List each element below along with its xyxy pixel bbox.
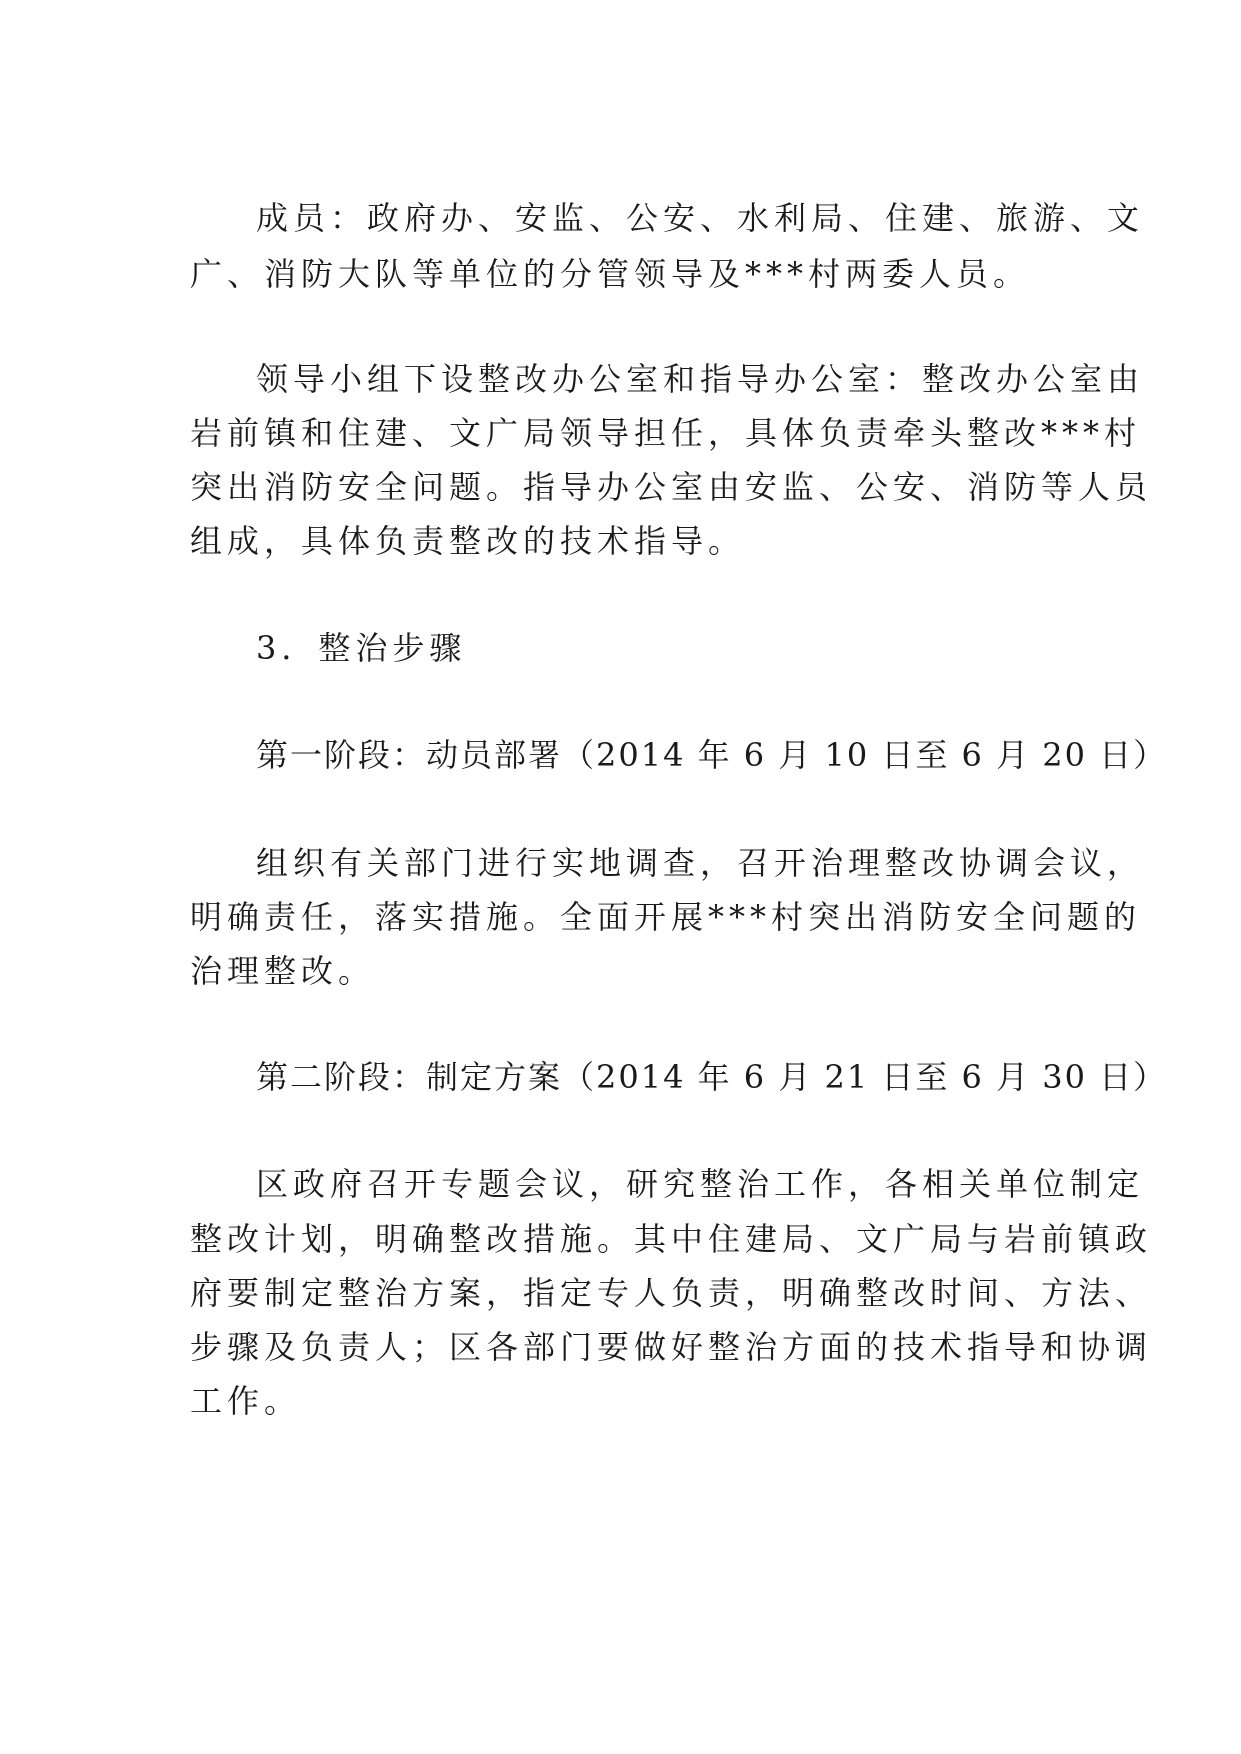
stage-two-body-line-5: 工作。: [190, 1382, 302, 1420]
paragraph-offices-line-1: 领导小组下设整改办公室和指导办公室：整改办公室由: [256, 360, 1145, 398]
stage-one-body-line-2: 明确责任，落实措施。全面开展***村突出消防安全问题的: [190, 898, 1142, 936]
section-heading-steps: 3．整治步骤: [256, 629, 467, 667]
paragraph-offices-line-2: 岩前镇和住建、文广局领导担任，具体负责牵头整改***村: [190, 414, 1142, 452]
stage-one-heading: 第一阶段：动员部署（2014 年 6 月 10 日至 6 月 20 日）: [256, 736, 1168, 774]
paragraph-members-line-2: 广、消防大队等单位的分管领导及***村两委人员。: [190, 255, 1031, 293]
stage-two-body-line-1: 区政府召开专题会议，研究整治工作，各相关单位制定: [256, 1165, 1145, 1203]
paragraph-members-line-1: 成员：政府办、安监、公安、水利局、住建、旅游、文: [256, 199, 1145, 237]
stage-one-body-line-1: 组织有关部门进行实地调查，召开治理整改协调会议，: [256, 844, 1145, 882]
paragraph-offices-line-3: 突出消防安全问题。指导办公室由安监、公安、消防等人员: [190, 468, 1153, 506]
paragraph-offices-line-4: 组成，具体负责整改的技术指导。: [190, 522, 746, 560]
stage-one-body-line-3: 治理整改。: [190, 952, 376, 990]
stage-two-body-line-3: 府要制定整治方案，指定专人负责，明确整改时间、方法、: [190, 1274, 1153, 1312]
stage-two-body-line-2: 整改计划，明确整改措施。其中住建局、文广局与岩前镇政: [190, 1220, 1153, 1258]
stage-two-heading: 第二阶段：制定方案（2014 年 6 月 21 日至 6 月 30 日）: [256, 1058, 1168, 1096]
stage-two-body-line-4: 步骤及负责人；区各部门要做好整治方面的技术指导和协调: [190, 1328, 1153, 1366]
